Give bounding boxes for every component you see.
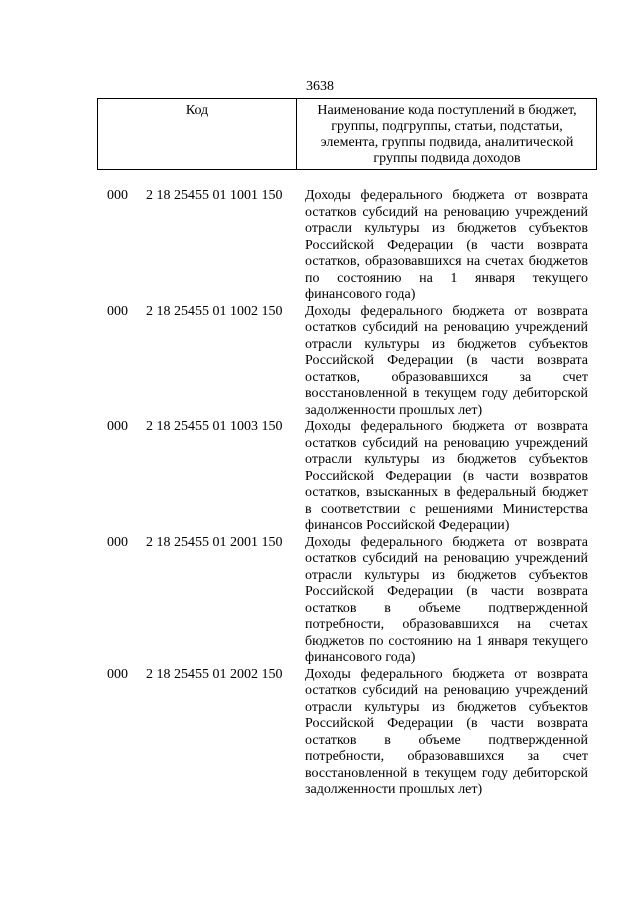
entry-description: Доходы федерального бюджета от возврата остатков субсидий на реновацию учреждений отрасли культуры из бюджетов субъектов Российской Федерации (в части возвратов остатков, взысканных в федеральный бюджет в соответствии с решениями Министерства финансов Российской Федерации) [305, 419, 588, 533]
entry-code: 2 18 25455 01 2002 150 [146, 666, 283, 682]
entry-prefix: 000 [107, 666, 128, 682]
entry-code: 2 18 25455 01 1003 150 [146, 419, 283, 434]
entry-description: Доходы федерального бюджета от возврата остатков субсидий на реновацию учреждений отрасли культуры из бюджетов субъектов Российской Федерации (в части возврата остатков, образовавшихся за счет восстановленной в текущем году дебиторской задолженности прошлых лет) [305, 303, 588, 418]
entry-row [0, 304, 640, 420]
entry-row [0, 667, 640, 799]
entry-row [0, 535, 640, 667]
entry-prefix: 000 [107, 188, 128, 203]
entry-code: 2 18 25455 01 1001 150 [146, 188, 283, 203]
entry-prefix: 000 [107, 419, 128, 434]
entry-row [0, 419, 640, 535]
entry-code: 2 18 25455 01 1002 150 [146, 303, 283, 319]
entry-description: Доходы федерального бюджета от возврата остатков субсидий на реновацию учреждений отрасли культуры из бюджетов субъектов Российской Федерации (в части возврата остатков в объеме подтвержденной потребности, образовавшихся на счетах бюджетов по состоянию на 1 января текущего финансового года) [305, 534, 588, 665]
entry-description: Доходы федерального бюджета от возврата остатков субсидий на реновацию учреждений отрасли культуры из бюджетов субъектов Российской Федерации (в части возврата остатков, образовавшихся на счетах бюджетов по состоянию на 1 января текущего финансового года) [305, 188, 588, 302]
entry-prefix: 000 [107, 303, 128, 319]
page-number: 3638 [306, 79, 334, 94]
entry-description: Доходы федерального бюджета от возврата остатков субсидий на реновацию учреждений отрасли культуры из бюджетов субъектов Российской Федерации (в части возврата остатков в объеме подтвержденной потребности, образовавшихся за счет восстановленной в текущем году дебиторской задолженности прошлых лет) [305, 666, 588, 797]
entry-row [0, 188, 640, 304]
entry-code: 2 18 25455 01 2001 150 [146, 534, 283, 550]
header-name-label: Наименование кода поступлений в бюджет, группы, подгруппы, статьи, подстатьи, элемента, группы подвида, аналитической группы подвида доходов [317, 103, 577, 166]
header-table [97, 98, 597, 170]
header-divider [296, 99, 297, 169]
entry-prefix: 000 [107, 534, 128, 550]
header-code-label: Код [185, 103, 209, 118]
entries-list [0, 188, 640, 799]
